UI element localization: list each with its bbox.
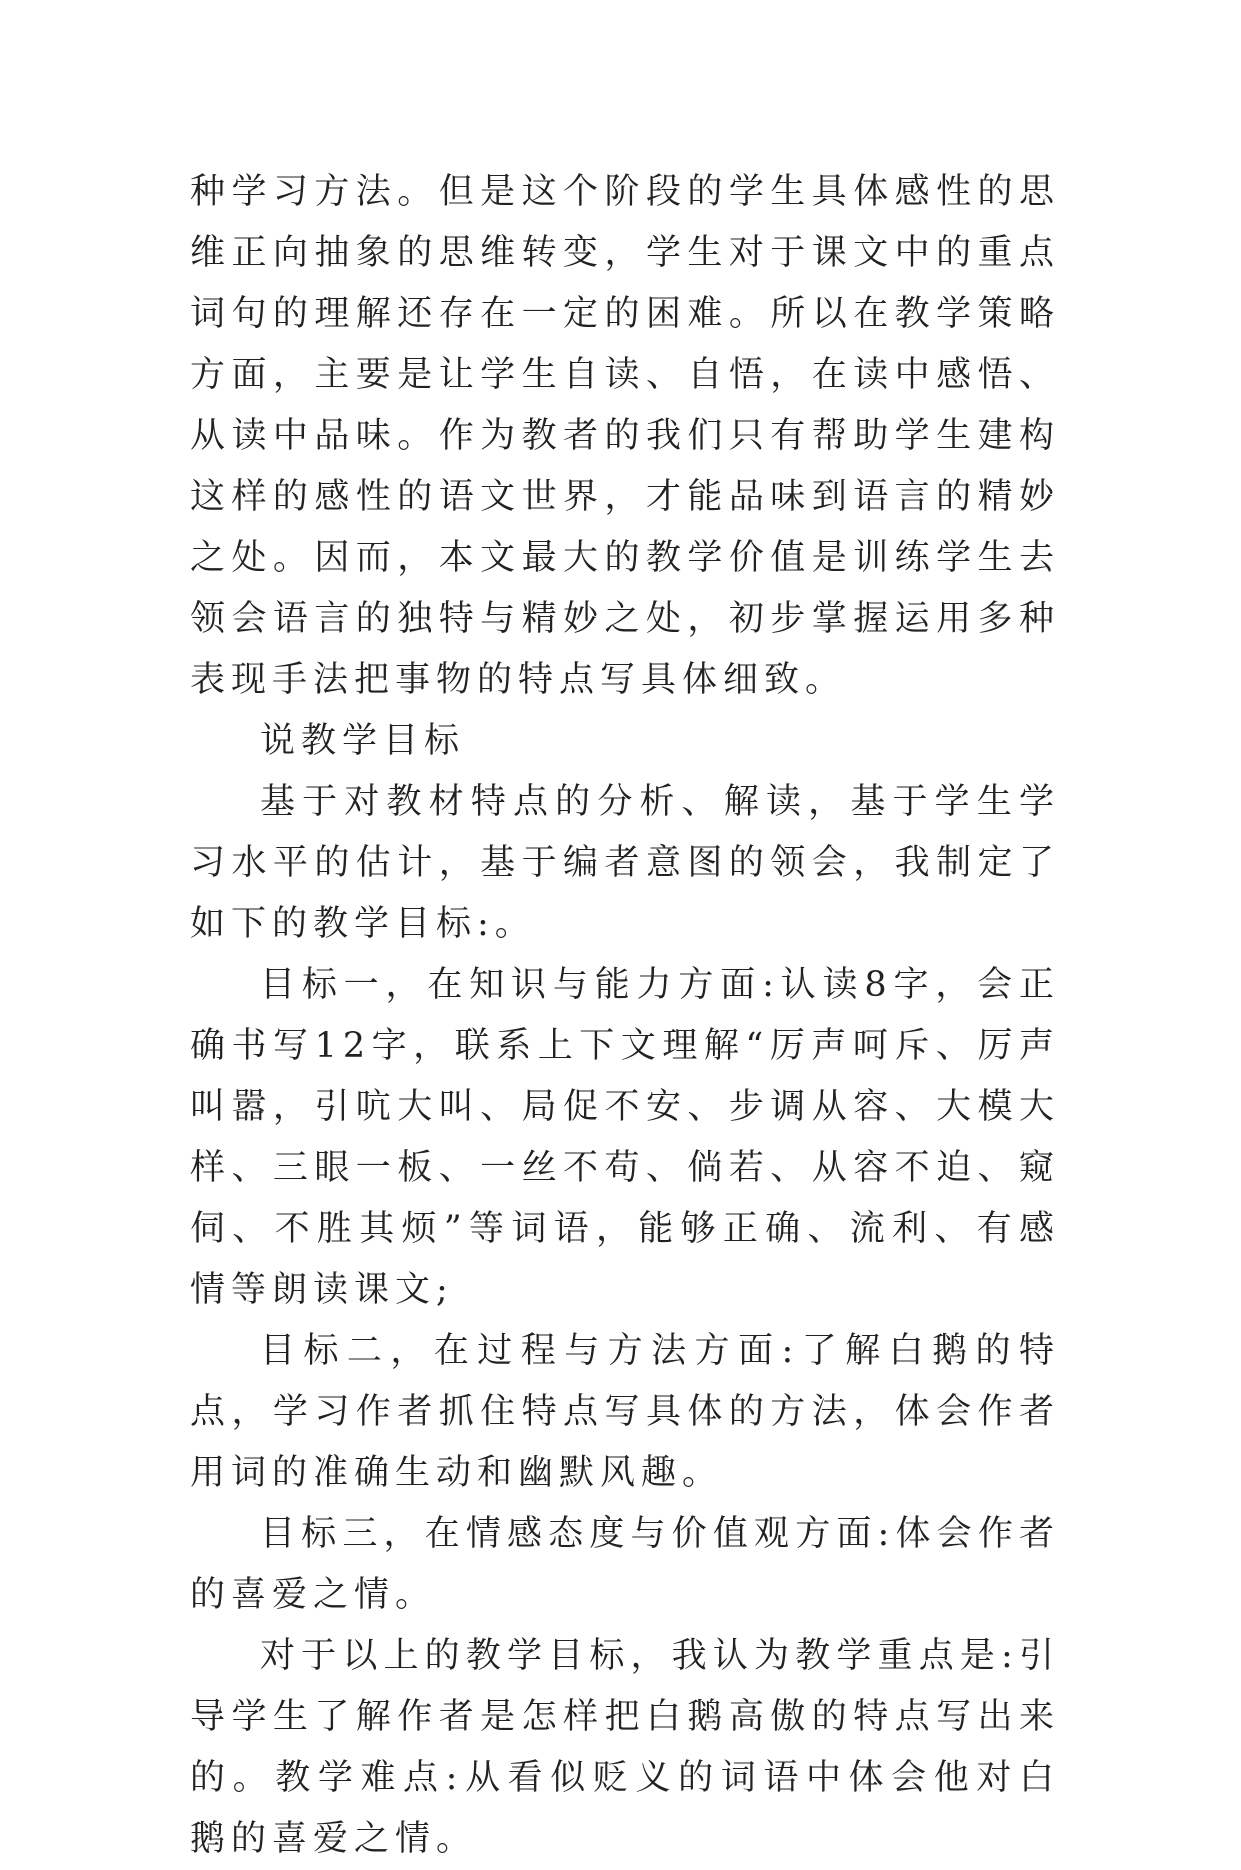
paragraph-goal-two: 目标二，在过程与方法方面:了解白鹅的特点，学习作者抓住特点写具体的方法，体会作者用词的准确生动和幽默风趣。 [190,1331,1060,1493]
paragraph-goal-one: 目标一，在知识与能力方面:认读8字，会正确书写12字，联系上下文理解“厉声呵斥、厉声叫嚣，引吭大叫、局促不安、步调从容、大模大样、三眼一板、一丝不苟、倘若、从容不迫、窥伺、不胜其烦”等词语，能够正确、流利、有感情等朗读课文; [190,965,1060,1310]
section-heading-teaching-goals: 说教学目标 [260,721,466,761]
paragraph-goal-three: 目标三，在情感态度与价值观方面:体会作者的喜爱之情。 [190,1514,1060,1615]
paragraph-key-points: 对于以上的教学目标，我认为教学重点是:引导学生了解作者是怎样把白鹅高傲的特点写出来的。教学难点:从看似贬义的词语中体会他对白鹅的喜爱之情。 [190,1636,1060,1859]
document-body [190,162,1060,1870]
paragraph-continuation: 种学习方法。但是这个阶段的学生具体感性的思维正向抽象的思维转变，学生对于课文中的重点词句的理解还存在一定的困难。所以在教学策略方面，主要是让学生自读、自悟，在读中感悟、从读中品味。作为教者的我们只有帮助学生建构这样的感性的语文世界，才能品味到语言的精妙之处。因而，本文最大的教学价值是训练学生去领会语言的独特与精妙之处，初步掌握运用多种表现手法把事物的特点写具体细致。 [190,172,1060,700]
paragraph-goals-intro: 基于对教材特点的分析、解读，基于学生学习水平的估计，基于编者意图的领会，我制定了如下的教学目标:。 [190,782,1060,944]
